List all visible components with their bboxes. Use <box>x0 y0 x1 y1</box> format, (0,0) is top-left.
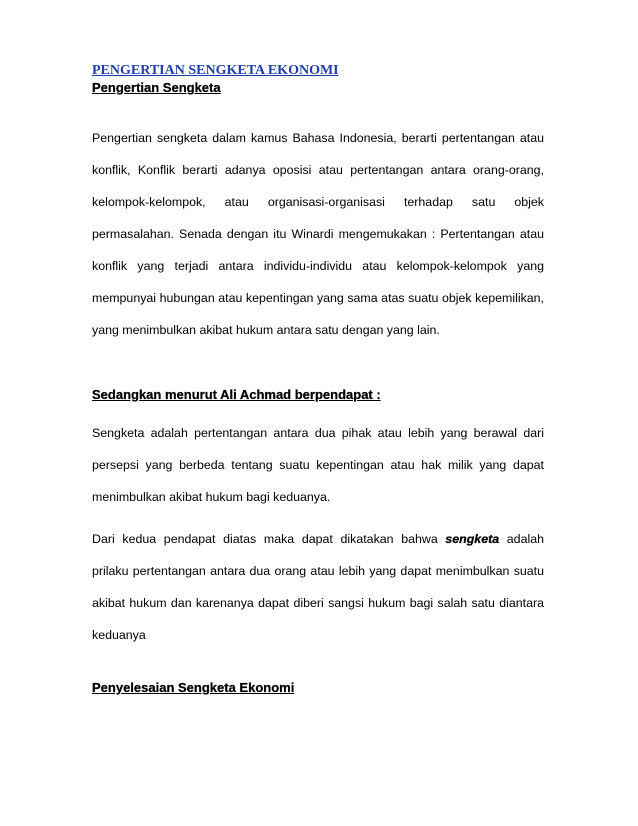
paragraph-ali-achmad: Sengketa adalah pertentangan antara dua pihak atau lebih yang berawal dari persepsi yang berbeda tentang suatu kepentingan atau hak milik yang dapat menimbulkan akibat hukum bagi keduanya. <box>92 426 544 504</box>
spacer <box>92 513 544 523</box>
paragraph-conclusion <box>92 523 544 651</box>
document-body <box>92 62 544 696</box>
spacer <box>92 403 544 417</box>
spacer <box>92 346 544 386</box>
section-heading-ali-achmad: Sedangkan menurut Ali Achmad berpendapat : <box>92 387 381 402</box>
conclusion-text-before: Dari kedua pendapat diatas maka dapat dikatakan bahwa <box>92 532 446 546</box>
spacer <box>92 96 544 122</box>
paragraph-definition: Pengertian sengketa dalam kamus Bahasa Indonesia, berarti pertentangan atau konflik, Konflik berarti adanya oposisi atau pertentangan antara orang-orang, kelompok-kelompok, atau organisasi-organisasi terhadap satu objek permasalahan. Senada dengan itu Winardi mengemukakan : Pertentangan atau konflik yang terjadi antara individu-individu atau kelompok-kelompok yang mempunyai hubungan atau kepentingan yang sama atas suatu objek kepemilikan, yang menimbulkan akibat hukum antara satu dengan yang lain. <box>92 131 544 337</box>
section-heading-penyelesaian: Penyelesaian Sengketa Ekonomi <box>92 680 295 695</box>
document-title: PENGERTIAN SENGKETA EKONOMI <box>92 63 339 78</box>
section-heading-pengertian: Pengertian Sengketa <box>92 80 221 95</box>
conclusion-text-after: adalah prilaku pertentangan antara dua orang atau lebih yang dapat menimbulkan suatu akibat hukum dan karenanya dapat diberi sangsi hukum bagi salah satu diantara keduanya <box>92 532 544 642</box>
conclusion-term-sengketa: sengketa <box>445 532 500 546</box>
spacer <box>92 651 544 679</box>
